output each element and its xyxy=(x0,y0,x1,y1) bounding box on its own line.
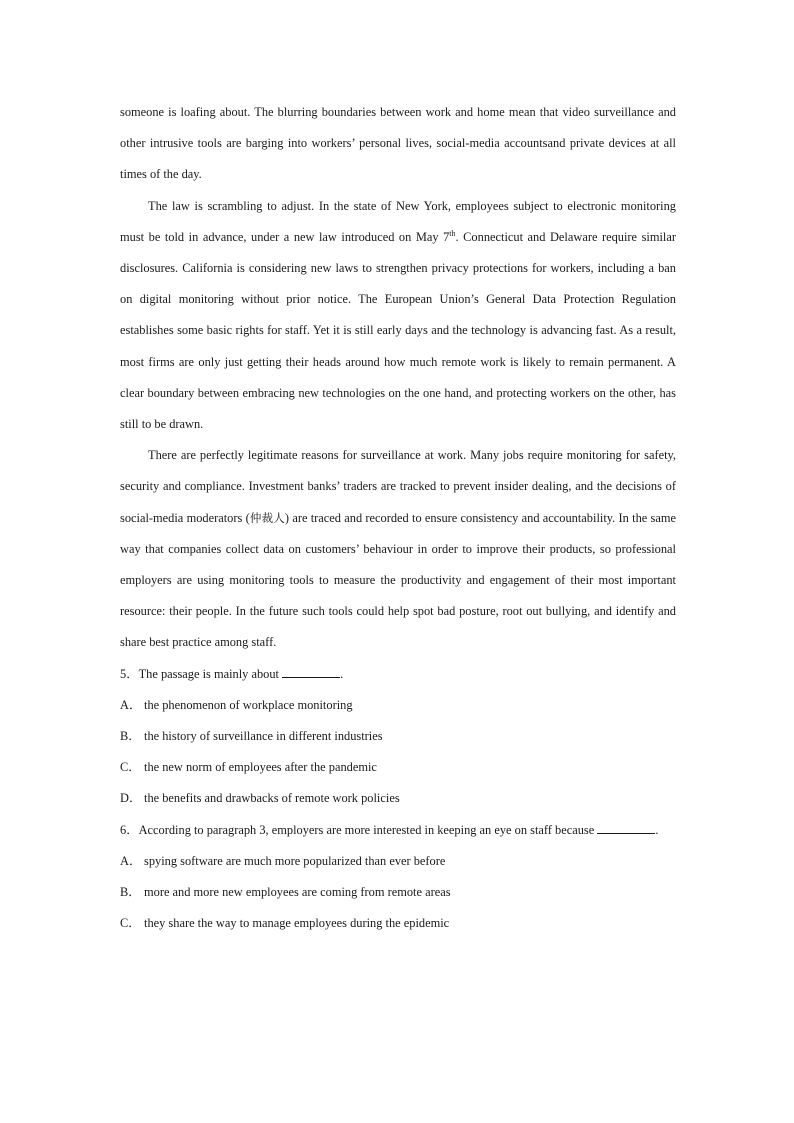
question-stem xyxy=(120,815,676,846)
paragraph-text: . Connecticut and Delaware require similar disclosures. California is considering new laws to strengthen privacy protections for workers, including a ban on digital monitoring without prior notice. The European Union’s General Data Protection Regulation establishes some basic rights for staff. Yet it is still early days and the technology is advancing fast. As a result, most firms are only just getting their heads around how much remote work is likely to remain permanent. A clear boundary between embracing new technologies on the one hand, and protecting workers on the other, has still to be drawn. xyxy=(120,229,677,432)
option-letter: A． xyxy=(120,853,142,868)
question-text: According to paragraph 3, employers are more interested in keeping an eye on staff because xyxy=(138,822,595,837)
answer-blank xyxy=(597,821,655,834)
option-text: more and more new employees are coming from remote areas xyxy=(144,885,451,900)
option-letter: A． xyxy=(120,697,142,712)
option-c xyxy=(120,752,676,783)
passage-paragraph-law xyxy=(120,191,676,441)
paragraph-text: The law is scrambling to adjust. In the state of New York, employees subject to electronic monitoring must be told in advance, under a new law introduced on May 7 xyxy=(120,198,676,244)
option-letter: C． xyxy=(120,916,141,931)
option-d xyxy=(120,783,676,814)
chinese-gloss: 仲裁人 xyxy=(249,510,285,525)
question-5 xyxy=(120,659,676,815)
question-number: 5． xyxy=(120,666,139,681)
option-letter: B． xyxy=(120,885,141,900)
option-text: the phenomenon of workplace monitoring xyxy=(144,697,353,712)
question-stem xyxy=(120,659,676,690)
option-text: the new norm of employees after the pandemic xyxy=(144,760,377,775)
answer-blank xyxy=(282,665,340,678)
passage-paragraph-surveillance xyxy=(120,440,676,658)
option-letter: C． xyxy=(120,760,141,775)
document-page xyxy=(120,97,676,939)
option-letter: B． xyxy=(120,729,141,744)
option-text: spying software are much more popularized than ever before xyxy=(144,853,446,868)
paragraph-text: There are perfectly legitimate reasons for surveillance at work. Many jobs require monitoring for safety, security and compliance. Investment banks’ traders are tracked to prevent insider dealing, and the decisions of social-media moderators ( xyxy=(120,448,676,525)
option-letter: D． xyxy=(120,791,142,806)
question-6 xyxy=(120,815,676,940)
option-a xyxy=(120,846,676,877)
ordinal-suffix: th xyxy=(449,228,456,238)
option-b xyxy=(120,721,676,752)
option-text: the history of surveillance in different industries xyxy=(144,729,383,744)
question-text: The passage is mainly about xyxy=(138,666,279,681)
question-end: . xyxy=(340,666,344,681)
passage-paragraph-continued: someone is loafing about. The blurring boundaries between work and home mean that video surveillance and other intrusive tools are barging into workers’ personal lives, social-media accountsand private devices at all times of the day. xyxy=(120,105,676,182)
option-b xyxy=(120,877,676,908)
option-text: the benefits and drawbacks of remote work policies xyxy=(144,791,400,806)
option-a xyxy=(120,690,676,721)
question-end: . xyxy=(655,822,659,837)
option-c xyxy=(120,908,676,939)
paragraph-text: ) are traced and recorded to ensure consistency and accountability. In the same way that companies collect data on customers’ behaviour in order to improve their products, so professional employers are using monitoring tools to measure the productivity and engagement of their most important resource: their people. In the future such tools could help spot bad posture, root out bullying, and identify and share best practice among staff. xyxy=(120,510,676,650)
question-number: 6． xyxy=(120,822,139,837)
option-text: they share the way to manage employees during the epidemic xyxy=(144,916,450,931)
